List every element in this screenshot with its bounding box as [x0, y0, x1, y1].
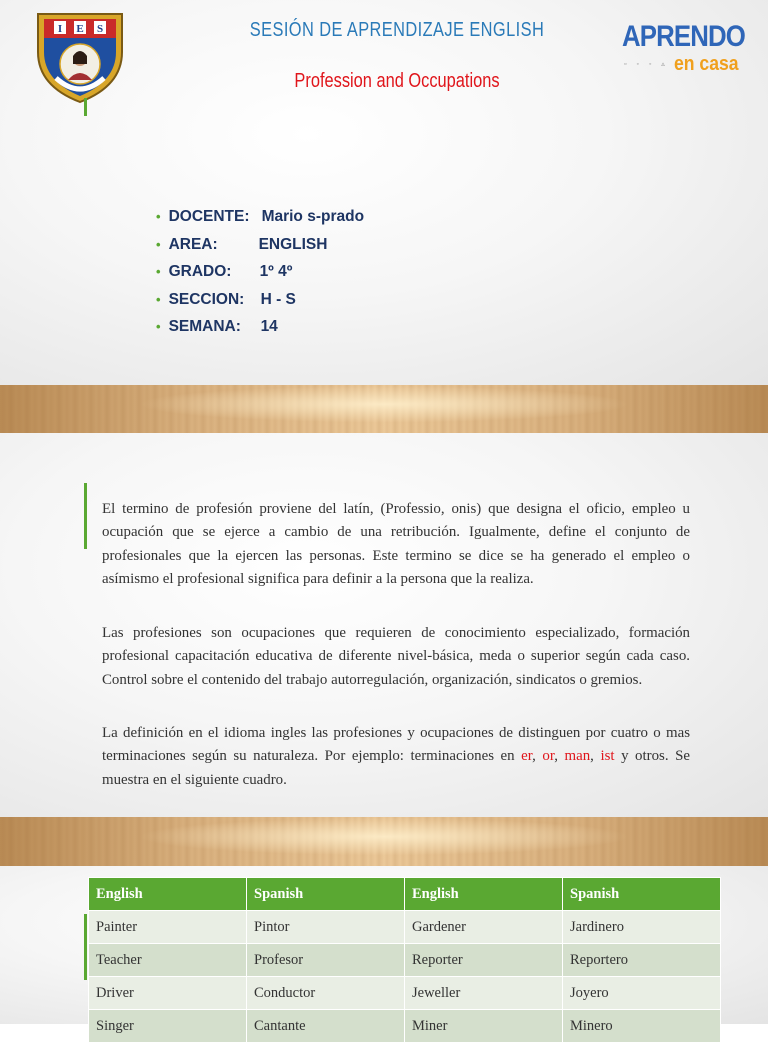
paragraph-2: Las profesiones son ocupaciones que requieren de conocimiento especializado, formación profesional capacitación educativa de diferente nivel-básica, meda o superior según cada caso. Control sobre el contenido del trabajo autorregulación, organización, sindicatos o gremios.	[102, 625, 690, 688]
separator: ,	[590, 748, 601, 765]
info-label: SECCION:	[168, 290, 245, 308]
slide-1	[0, 0, 768, 385]
table-cell: Jeweller	[405, 977, 563, 1010]
suffix-er: er	[521, 748, 533, 765]
info-label: DOCENTE:	[168, 208, 250, 225]
table-row	[89, 944, 721, 977]
table-cell: Cantante	[247, 1010, 405, 1043]
table-cell: Singer	[89, 1010, 247, 1043]
bullet-icon: •	[156, 319, 161, 334]
table-row	[89, 1010, 721, 1043]
table-cell: Profesor	[247, 944, 405, 977]
brand-bottom-text: en casa	[674, 53, 739, 75]
column-header: English	[405, 878, 563, 911]
crest-letter-2: E	[76, 23, 84, 35]
crest-letter-3: S	[96, 23, 104, 35]
slide-2	[0, 433, 768, 817]
wood-divider	[0, 385, 768, 433]
suffix-man: man	[564, 748, 591, 765]
suffix-or: or	[542, 748, 555, 765]
info-value: Mario s-prado	[261, 208, 365, 225]
table-cell: Teacher	[89, 944, 247, 977]
bullet-icon: •	[156, 236, 161, 252]
paragraph-1: El termino de profesión proviene del latín, (Professio, onis) que designa el oficio, empleo u ocupación que se ejerce a cambio de una retribución. Igualmente, define el conjunto de profesionales que la ejercen las personas. Este termino se dice se ha generado el empleo o asímismo el profesional significa para definir a la persona que la realiza.	[102, 501, 690, 587]
table-header-row	[89, 878, 721, 911]
info-item-area	[156, 234, 364, 262]
page-subtitle: Profession and Occupations	[294, 70, 500, 92]
info-item-grado	[156, 261, 364, 289]
table-cell: Jardinero	[563, 911, 721, 944]
accent-line	[84, 483, 87, 549]
table-cell: Miner	[405, 1010, 563, 1043]
separator: ,	[532, 748, 543, 765]
table-row	[89, 977, 721, 1010]
paragraph-3-end: y otros. Se muestra en el siguiente cuadro.	[102, 748, 691, 788]
info-value: H - S	[260, 290, 296, 308]
info-label: SEMANA:	[168, 318, 241, 335]
info-label: GRADO:	[168, 263, 232, 280]
table-cell: Reporter	[405, 944, 563, 977]
separator: ,	[554, 748, 565, 765]
info-value: ENGLISH	[258, 235, 328, 253]
column-header: Spanish	[563, 878, 721, 911]
bullet-icon: •	[156, 209, 161, 224]
professions-table	[88, 877, 721, 1043]
table-cell: Reportero	[563, 944, 721, 977]
crest-letter-1: I	[57, 23, 63, 35]
table-cell: Painter	[89, 911, 247, 944]
suffix-ist: ist	[600, 748, 615, 765]
table-row	[89, 911, 721, 944]
accent-line	[84, 98, 87, 116]
paragraph-3-start: La definición en el idioma ingles las profesiones y ocupaciones de distinguen por cuatro o mas terminaciones según su naturaleza. Por ejemplo: terminaciones en	[102, 725, 690, 765]
paragraph-3	[102, 722, 690, 792]
table-cell: Pintor	[247, 911, 405, 944]
info-list	[156, 206, 364, 344]
brand-top-text: APRENDO	[622, 20, 745, 53]
info-item-seccion	[156, 289, 364, 317]
column-header: Spanish	[247, 878, 405, 911]
info-label: AREA:	[168, 235, 218, 253]
table-cell: Joyero	[563, 977, 721, 1010]
accent-line	[84, 914, 87, 980]
aprendo-en-casa-logo	[618, 20, 758, 76]
info-value: 1º 4º	[259, 263, 293, 280]
column-header: English	[89, 878, 247, 911]
info-item-docente	[156, 206, 364, 234]
bullet-icon: •	[156, 264, 161, 279]
table-cell: Driver	[89, 977, 247, 1010]
bullet-icon: •	[156, 291, 161, 307]
wood-divider	[0, 817, 768, 866]
brand-dots: ▫ ◦ ◦ ▵ ◦	[624, 61, 682, 68]
table-cell: Conductor	[247, 977, 405, 1010]
table-cell: Gardener	[405, 911, 563, 944]
info-item-semana	[156, 316, 364, 344]
table-cell: Minero	[563, 1010, 721, 1043]
page-title: SESIÓN DE APRENDIZAJE ENGLISH	[249, 19, 545, 41]
info-value: 14	[260, 318, 278, 335]
